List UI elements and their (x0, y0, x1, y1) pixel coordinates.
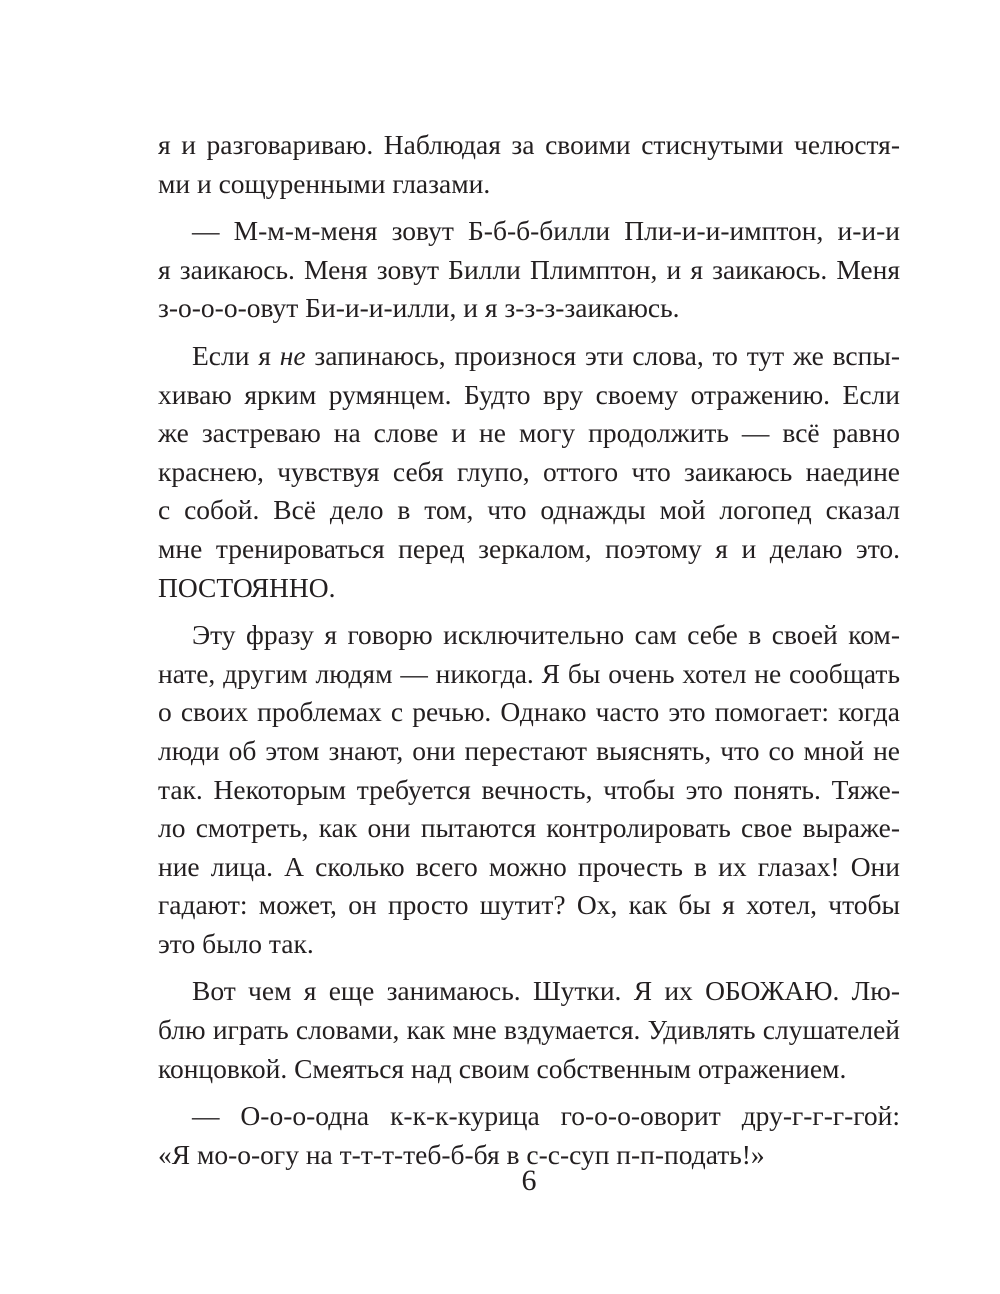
text-line: люди об этом знают, они перестают выяснять, что со мной не (158, 734, 900, 766)
paragraph (158, 972, 900, 1088)
text-line: блю играть словами, как мне вздумается. Удивлять слушателей (158, 1014, 900, 1046)
text-line: ние лица. А сколько всего можно прочесть в их глазах! Они (158, 850, 900, 882)
text-line: концовкой. Смеяться над своим собственным отражением. (158, 1052, 847, 1084)
paragraph (158, 337, 900, 607)
text-line: мне тренироваться перед зеркалом, поэтому я и делаю это. (158, 532, 900, 564)
text-line: с собой. Всё дело в том, что однажды мой логопед сказал (158, 494, 900, 526)
text-line: Если я не запинаюсь, произнося эти слова, то тут же вспы- (192, 339, 900, 371)
text-line: я и разговариваю. Наблюдая за своими стиснутыми челюстя- (158, 129, 900, 160)
text-line: — М-м-м-меня зовут Б-б-б-билли Пли-и-и-имптон, и-и-и (192, 215, 900, 247)
text-line: Вот чем я еще занимаюсь. Шутки. Я их ОБОЖАЮ. Лю- (192, 975, 900, 1007)
text-line: ми и сощуренными глазами. (158, 167, 491, 199)
emphasis: не (279, 339, 306, 371)
text-line: нате, другим людям — никогда. Я бы очень хотел не сообщать (158, 657, 900, 689)
paragraph (158, 126, 900, 203)
text-line: краснею, чувствуя себя глупо, оттого что заикаюсь наедине (158, 455, 900, 487)
page-text (158, 126, 900, 1174)
text-line: — О-о-о-одна к-к-к-курица го-о-о-оворит дру-г-г-г-гой: (192, 1100, 900, 1132)
text-line: это было так. (158, 927, 314, 959)
text-line: «Я мо-о-огу на т-т-т-теб-б-бя в с-с-суп п-п-подать!» (158, 1138, 765, 1170)
text-line: ло смотреть, как они пытаются контролировать свое выраже- (158, 812, 900, 844)
page-number: 6 (521, 1164, 537, 1197)
text-line: хиваю ярким румянцем. Будто вру своему отражению. Если (158, 378, 900, 410)
text-line: з-о-о-о-овут Би-и-и-илли, и я з-з-з-заикаюсь. (158, 292, 680, 324)
paragraph (158, 616, 900, 963)
text-line: ПОСТОЯННО. (158, 571, 336, 603)
text-line: я заикаюсь. Меня зовут Билли Плимптон, и я заикаюсь. Меня (158, 253, 900, 285)
text-line: же застреваю на слове и не могу продолжить — всё равно (158, 417, 900, 449)
text-line: гадают: может, он просто шутит? Ох, как бы я хотел, чтобы (158, 889, 900, 921)
text-line: так. Некоторым требуется вечность, чтобы это понять. Тяже- (158, 773, 900, 805)
paragraph (158, 1097, 900, 1174)
text-line: о своих проблемах с речью. Однако часто это помогает: когда (158, 696, 900, 728)
text-line: Эту фразу я говорю исключительно сам себе в своей ком- (192, 619, 900, 651)
paragraph (158, 212, 900, 328)
